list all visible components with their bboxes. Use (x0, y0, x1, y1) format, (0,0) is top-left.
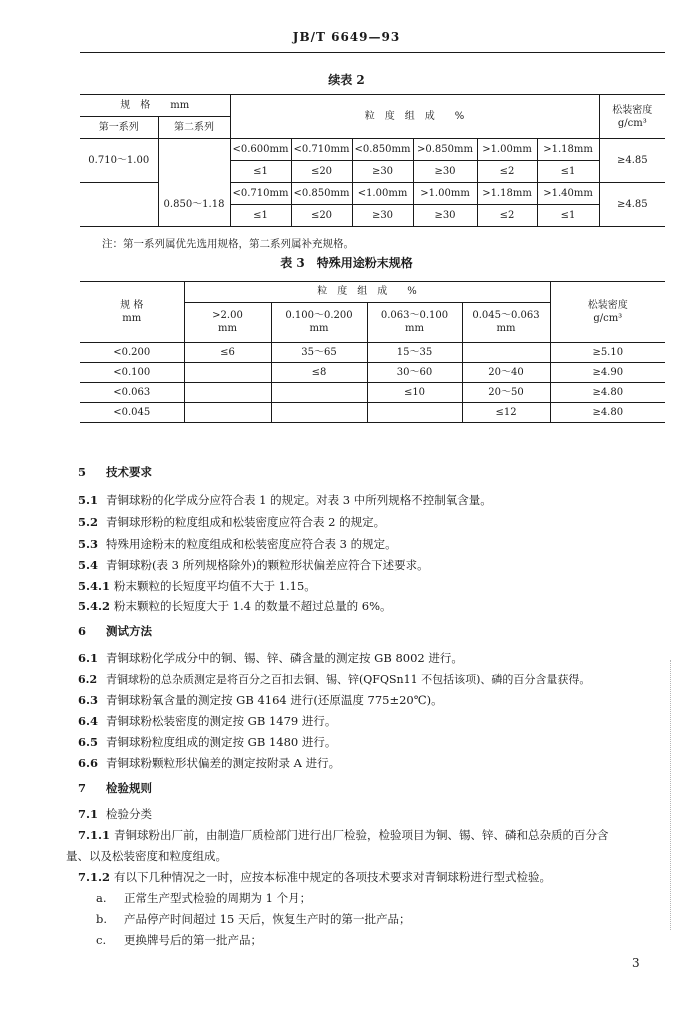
row1-bottom-5: ≤2 (477, 161, 537, 183)
row2-bottom-3: ≥30 (352, 205, 413, 227)
table-3 (80, 281, 665, 423)
para-6-6: 6.6 青铜球粉颗粒形状偏差的测定按附录 A 进行。 (78, 756, 341, 770)
para-5-2: 5.2 青铜球形粉的粒度组成和松装密度应符合表 2 的规定。 (78, 515, 386, 529)
t3-r3-density: ≥4.80 (550, 383, 665, 403)
table-2-continued (80, 94, 665, 227)
para-7-1: 7.1 检验分类 (78, 807, 152, 821)
t3-r3-spec: <0.063 (80, 383, 184, 403)
table2-note: 注：第一系列属优先选用规格，第二系列属补充规格。 (102, 238, 354, 250)
row1-top-2: <0.710mm (291, 139, 352, 161)
t3-r4-d: ≤12 (462, 403, 550, 423)
t3-r3-a (184, 383, 271, 403)
list-item-a: a. 正常生产型式检验的周期为 1 个月； (96, 891, 312, 905)
row1-top-4: >0.850mm (413, 139, 477, 161)
t3-r2-b: ≤8 (271, 363, 367, 383)
t3-r2-spec: <0.100 (80, 363, 184, 383)
t3-r4-a (184, 403, 271, 423)
t3-r4-spec: <0.045 (80, 403, 184, 423)
t3-col-gt2: >2.00 mm (184, 302, 271, 342)
row2-top-3: <1.00mm (352, 183, 413, 205)
t3-r1-b: 35～65 (271, 343, 367, 363)
page-number: 3 (632, 956, 640, 970)
row1-bottom-3: ≥30 (352, 161, 413, 183)
t3-r1-density: ≥5.10 (550, 343, 665, 363)
t3-col-0045-0063: 0.045～0.063 mm (462, 302, 550, 342)
para-5-1: 5.1 青铜球粉的化学成分应符合表 1 的规定。对表 3 中所列规格不控制氧含量。 (78, 493, 492, 507)
section-5-heading: 5 技术要求 (78, 465, 152, 479)
t3-r1-c: 15～35 (367, 343, 462, 363)
t3-col-0100-0200: 0.100～0.200 mm (271, 302, 367, 342)
t3-col-0063-0100: 0.063～0.100 mm (367, 302, 462, 342)
t3-r3-b (271, 383, 367, 403)
t3-granularity-header: 粒 度 组 成 % (184, 282, 550, 303)
row2-series1 (80, 183, 158, 227)
row1-top-6: >1.18mm (537, 139, 599, 161)
para-7-1-2: 7.1.2 有以下几种情况之一时，应按本标准中规定的各项技术要求对青铜球粉进行型式检验。 (78, 870, 551, 884)
t3-r3-d: 20～50 (462, 383, 550, 403)
table3-caption: 表 3 特殊用途粉末规格 (280, 256, 413, 270)
series1-header: 第一系列 (80, 117, 158, 139)
t3-spec-header: 规 格 mm (80, 282, 184, 343)
row1-top-5: >1.00mm (477, 139, 537, 161)
row1-top-3: <0.850mm (352, 139, 413, 161)
t3-r2-density: ≥4.90 (550, 363, 665, 383)
row2-density: ≥4.85 (599, 183, 665, 227)
t3-r2-a (184, 363, 271, 383)
spec-header: 规 格 mm (80, 95, 230, 117)
t3-r4-density: ≥4.80 (550, 403, 665, 423)
scan-margin-line (670, 660, 671, 930)
list-item-c: c. 更换牌号后的第一批产品； (96, 933, 262, 947)
section-7-heading: 7 检验规则 (78, 781, 152, 795)
row1-series1: 0.710～1.00 (80, 139, 158, 183)
row1-bottom-4: ≥30 (413, 161, 477, 183)
para-7-1-1-continued: 量、以及松装密度和粒度组成。 (66, 849, 227, 863)
row2-bottom-1: ≤1 (230, 205, 291, 227)
para-6-5: 6.5 青铜球粉粒度组成的测定按 GB 1480 进行。 (78, 735, 337, 749)
para-5-4: 5.4 青铜球粉(表 3 所列规格除外)的颗粒形状偏差应符合下述要求。 (78, 558, 429, 572)
t3-r2-c: 30～60 (367, 363, 462, 383)
granularity-header: 粒 度 组 成 % (230, 95, 599, 139)
para-5-4-1: 5.4.1 粉末颗粒的长短度平均值不大于 1.15。 (78, 579, 316, 593)
t3-r4-c (367, 403, 462, 423)
para-6-4: 6.4 青铜球粉松装密度的测定按 GB 1479 进行。 (78, 714, 337, 728)
row1-bottom-1: ≤1 (230, 161, 291, 183)
para-6-2: 6.2 青铜球粉的总杂质测定是将百分之百扣去铜、锡、锌(QFQSn11 不包括该项)、磷的百分含量获得。 (78, 673, 591, 686)
para-7-1-1: 7.1.1 青铜球粉出厂前，由制造厂质检部门进行出厂检验，检验项目为铜、锡、锌、磷和总杂质的百分含 (78, 828, 609, 842)
list-item-b: b. 产品停产时间超过 15 天后，恢复生产时的第一批产品； (96, 912, 411, 926)
header-rule (80, 52, 665, 53)
row2-bottom-2: ≤20 (291, 205, 352, 227)
row1-bottom-6: ≤1 (537, 161, 599, 183)
t3-r1-a: ≤6 (184, 343, 271, 363)
row1-series2 (158, 139, 230, 183)
row2-bottom-6: ≤1 (537, 205, 599, 227)
section-6-heading: 6 测试方法 (78, 624, 152, 638)
t3-r1-d (462, 343, 550, 363)
row1-bottom-2: ≤20 (291, 161, 352, 183)
row2-top-6: >1.40mm (537, 183, 599, 205)
density-header: 松装密度 g/cm³ (599, 95, 665, 139)
row2-series2: 0.850～1.18 (158, 183, 230, 227)
row1-density: ≥4.85 (599, 139, 665, 183)
series2-header: 第二系列 (158, 117, 230, 139)
row2-top-2: <0.850mm (291, 183, 352, 205)
t3-r4-b (271, 403, 367, 423)
row1-top-1: <0.600mm (230, 139, 291, 161)
t3-density-header: 松装密度 g/cm³ (550, 282, 665, 343)
row2-top-4: >1.00mm (413, 183, 477, 205)
row2-bottom-4: ≥30 (413, 205, 477, 227)
para-5-4-2: 5.4.2 粉末颗粒的长短度大于 1.4 的数量不超过总量的 6%。 (78, 599, 392, 613)
t3-r1-spec: <0.200 (80, 343, 184, 363)
para-6-3: 6.3 青铜球粉氧含量的测定按 GB 4164 进行(还原温度 775±20℃)。 (78, 693, 443, 707)
row2-top-1: <0.710mm (230, 183, 291, 205)
row2-bottom-5: ≤2 (477, 205, 537, 227)
t3-r2-d: 20～40 (462, 363, 550, 383)
para-5-3: 5.3 特殊用途粉末的粒度组成和松装密度应符合表 3 的规定。 (78, 537, 397, 551)
para-6-1: 6.1 青铜球粉化学成分中的铜、锡、锌、磷含量的测定按 GB 8002 进行。 (78, 651, 463, 665)
t3-r3-c: ≤10 (367, 383, 462, 403)
table2-caption: 续表 2 (328, 73, 365, 87)
document-header: JB/T 6649—93 (292, 30, 401, 44)
row2-top-5: >1.18mm (477, 183, 537, 205)
